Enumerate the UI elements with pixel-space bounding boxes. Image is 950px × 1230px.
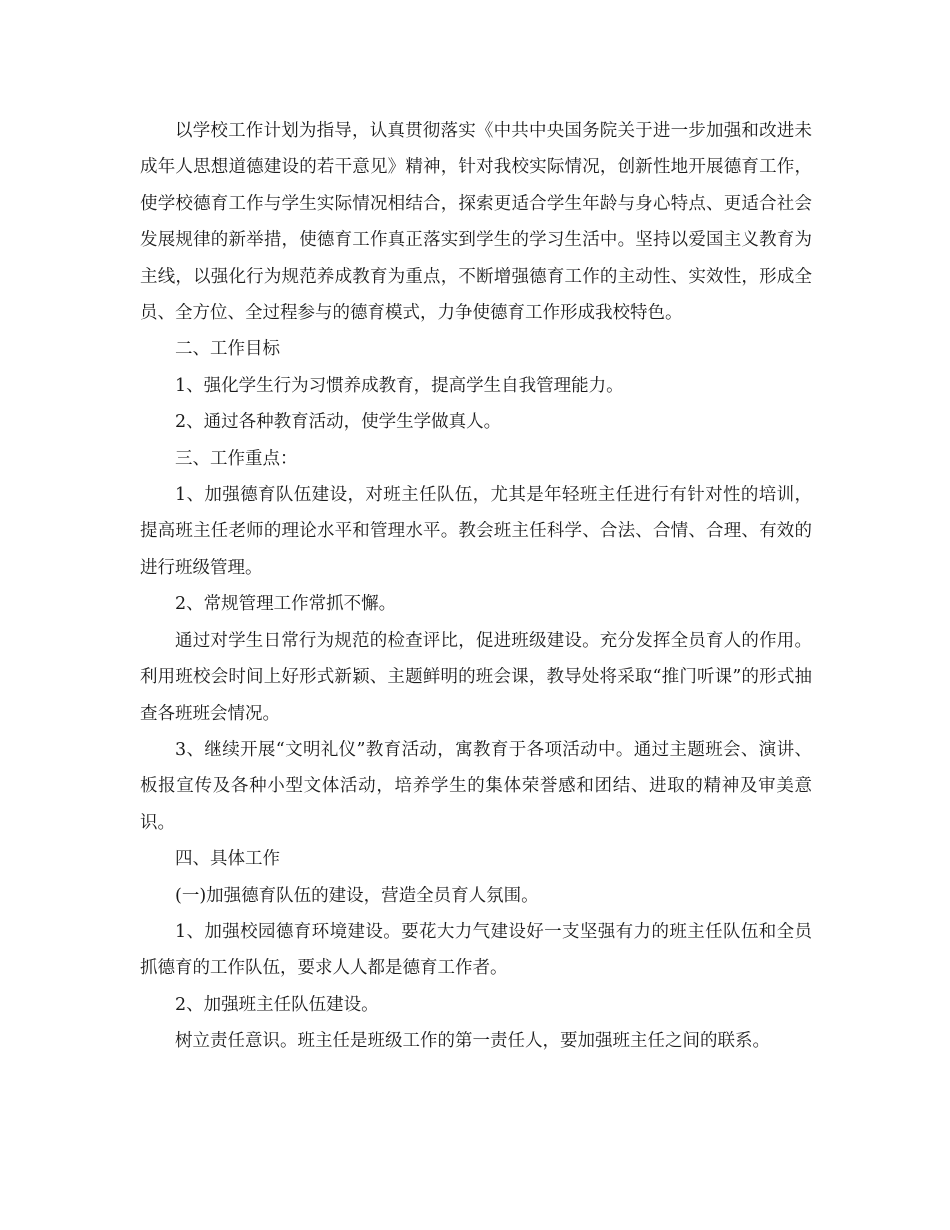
- paragraph-focus-2: 2、常规管理工作常抓不懈。: [175, 594, 397, 615]
- paragraph-work-a-1: 1、加强校园德育环境建设。要花大力气建设好一支坚强有力的班主任队伍和全员抓德育的工作队伍，要求人人都是德育工作者。: [140, 921, 812, 979]
- paragraph-work-a-2-detail: 树立责任意识。班主任是班级工作的第一责任人，要加强班主任之间的联系。: [175, 1031, 770, 1052]
- section-heading-goals: 二、工作目标: [175, 339, 280, 360]
- paragraph-work-a-2: 2、加强班主任队伍建设。: [175, 994, 379, 1015]
- paragraph-focus-2-detail: 通过对学生日常行为规范的检查评比，促进班级建设。充分发挥全员育人的作用。利用班校会时间上好形式新颖、主题鲜明的班会课，教导处将采取“推门听课”的形式抽查各班班会情况。: [140, 630, 812, 724]
- document-body: [140, 113, 812, 1060]
- paragraph-work-a: (一)加强德育队伍的建设，营造全员育人氛围。: [175, 885, 539, 906]
- section-heading-work: 四、具体工作: [175, 849, 280, 870]
- paragraph-focus-3: 3、继续开展“文明礼仪”教育活动，寓教育于各项活动中。通过主题班会、演讲、板报宣传及各种小型文体活动，培养学生的集体荣誉感和团结、进取的精神及审美意识。: [140, 739, 812, 833]
- paragraph-focus-1: 1、加强德育队伍建设，对班主任队伍，尤其是年轻班主任进行有针对性的培训，提高班主任老师的理论水平和管理水平。教会班主任科学、合法、合情、合理、有效的进行班级管理。: [140, 485, 812, 578]
- paragraph-goal-2: 2、通过各种教育活动，使学生学做真人。: [175, 412, 502, 433]
- paragraph-goal-1: 1、强化学生行为习惯养成教育，提高学生自我管理能力。: [175, 375, 624, 396]
- section-heading-focus: 三、工作重点：: [175, 448, 298, 469]
- paragraph-intro: 以学校工作计划为指导，认真贯彻落实《中共中央国务院关于进一步加强和改进未成年人思想道德建设的若干意见》精神，针对我校实际情况，创新性地开展德育工作，使学校德育工作与学生实际情况相结合，探索更适合学生年龄与身心特点、更适合社会发展规律的新举措，使德育工作真正落实到学生的学习生活中。坚持以爱国主义教育为主线，以强化行为规范养成教育为重点，不断增强德育工作的主动性、实效性，形成全员、全方位、全过程参与的德育模式，力争使德育工作形成我校特色。: [140, 121, 812, 324]
